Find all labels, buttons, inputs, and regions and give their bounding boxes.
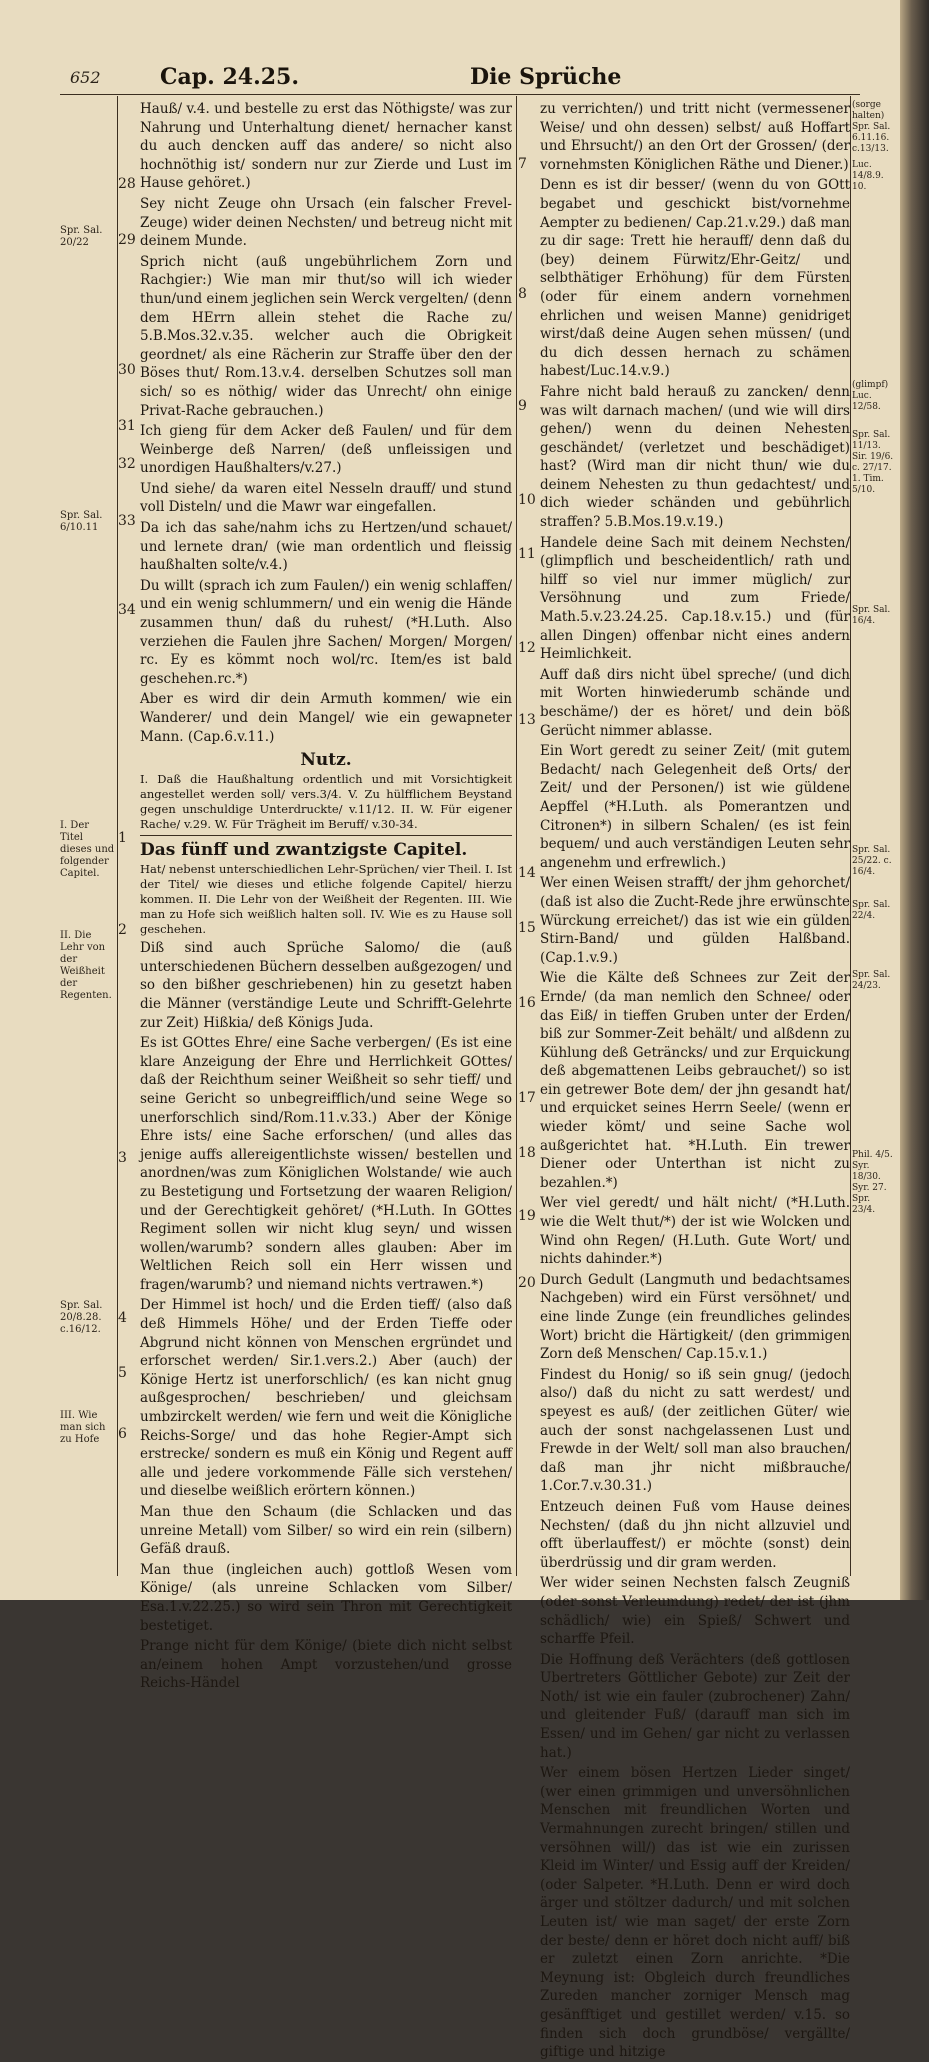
verse-number: 13 [518,712,536,728]
margin-note: Spr. Sal. 20/8.28. c.16/12. [60,1300,103,1335]
verse-text: Man thue (ingleichen auch) gottloß Wesen vom Könige/ (als unreine Schlacken vom Silber/ Esa.1.v.22.25.) so wird sein Thron mit Gerechtigkeit bestetiget. [140,1561,512,1634]
verse-number: 12 [518,640,536,656]
verse-text: Wer einem bösen Hertzen Lieder singet/ (wer einen grimmigen und unversöhnlichen Menschen mit freundlichen Worten und Vermahnungen zurecht bringen/ stillen und versöhnen will/) das ist wie ein zurissen Kleid im Winter/ und Essig auff der Kreiden/ (oder Salpeter. *H.Luth. Denn er wird doch ärger und stöltzer dadurch/ und mit solchen Leuten ist/ wie man saget/ der erste Zorn der beste/ denn er höret doch nicht auff/ biß er zuletzt einen Zorn anrichte. *Die Meynung ist: Obgleich durch freundliches Zureden mancher zorniger Mensch mag gesänfftiget und gestillet werden/ v.15. so finden sich doch grundböse/ vergällte/ giftige und hitzige [540,1765,850,2061]
verse-number: 33 [118,513,136,529]
verse-text: Findest du Honig/ so iß sein gnug/ (jedoch also/) daß du nicht zu satt werdest/ und speyest es auß/ (der zeitlichen Güter/ wie auch der sonst nachgelassenen Lust und Frewde in der Welt/ soll man also brauchen/ daß man jhr nicht mißbrauche/ 1.Cor.7.v.30.31.) [540,1366,850,1495]
verse-text: Es ist GOttes Ehre/ eine Sache verbergen/ (Es ist eine klare Anzeigung der Ehre und Herrlichkeit GOttes/ daß der Reichthum seiner Weißheit so sehr tieff/ und seine Gericht so unbegreifflich/und seine Wege so unerforschlich sind/Rom.11.v.33.) Aber der Könige Ehre ists/ eine Sache erforschen/ (und alles das jenige auffs allereigentlichste wissen/ bestellen und anordnen/was zum Königlichen Wolstande/ wie auch zu Bestetigung und Fortsetzung der waaren Religion/ und der Gerechtigkeit gehöret/ (*H.Luth. In GOttes Regiment sollen wir nicht klug seyn/ und wissen wollen/warumb? sondern alles glauben: Aber im Weltlichen Reich soll ein Herr wissen und fragen/warumb? und niemand nichts vertrawen.*) [140,1035,512,1293]
verse-number: 2 [118,922,127,938]
margin-note: Spr. Sal. 24/23. [852,970,891,991]
book-title: Die Sprüche [470,64,622,90]
chapter24-verses [140,100,512,746]
verse-number: 14 [518,865,536,881]
verse-text: Denn es ist dir besser/ (wenn du von GOtt begabet und geschickt bist/vornehme Aempter zu bedienen/ Cap.21.v.29.) daß man zu dir sage: Trett hie herauff/ denn daß du (bey) deinem Fürwitz/Ehr-Geitz/ und selbthätiger Erhöhung) für dem Fürsten (oder für einem andern vornehmen ehrlichen und weisen Manne) genidriget wirst/daß deine Augen sehen müssen/ (und du dich dessen hernach zu schämen habest/Luc.14.v.9.) [540,177,850,380]
verse-text: Hauß/ v.4. und bestelle zu erst das Nöthigste/ was zur Nahrung und Unterhaltung dienet/ hernacher kanst du auch dencken auff das andere/ so nicht also hochnöthig ist/ sondern nur zur Zierde und Lust im Hause gehöret.) [140,101,512,192]
verse-number: 11 [518,546,536,562]
verse-number: 6 [118,1426,127,1442]
margin-note: Phil. 4/5. Syr. 18/30. Syr. 27. Spr. 23/4. [852,1150,893,1215]
verse-number: 30 [118,362,136,378]
left-margin-notes [60,100,115,1580]
margin-note: (glimpf) Luc. 12/58. [852,380,889,412]
verse-text: Durch Gedult (Langmuth und bedachtsames Nachgeben) wird ein Fürst versöhnet/ und eine linde Zunge (ein freundliches gelindes Wort) bricht die Härtigkeit/ (den grimmigen Zorn deß Menschen/ Cap.15.v.1.) [540,1271,850,1363]
verse-number: 9 [518,398,527,414]
verse-number: 5 [118,1365,127,1381]
verse-number: 3 [118,1150,127,1166]
column-rule-center [516,96,517,1576]
verse-text: Wer einen Weisen strafft/ der jhm gehorchet/ (daß ist also die Zucht-Rede jhre erwünschte Würckung erreichet/) das ist wie ein gülden Stirn-Band/ und gülden Halßband. (Cap.1.v.9.) [540,875,850,966]
verse-number: 16 [518,995,536,1011]
margin-note: I. Der Titel dieses und folgender Capitel. [60,820,115,879]
verse-number: 34 [118,602,136,618]
verse-number: 31 [118,418,136,434]
section-divider [140,835,512,836]
verse-text: Die Hoffnung deß Verächters (deß gottlosen Ubertreters Göttlicher Gebote) zur Zeit der Noth/ ist wie ein fauler (zubrochener) Zahn/ und gleitender Fuß/ (darauff man sich im Essen/ und im Gehen/ gar nicht zu verlassen hat.) [540,1651,850,1761]
margin-note: III. Wie man sich zu Hofe [60,1410,106,1445]
verse-text: Diß sind auch Sprüche Salomo/ die (auß unterschiedenen Büchern desselben außgezogen/ und so den bißher geschriebenen) hin zu gesetzt haben die Männer (verständige Leute und Schrifft-Gelehrte zur Zeit) Hißkia/ deß Königs Juda. [140,940,512,1031]
margin-note: Spr. Sal. 6/10.11 [60,510,103,533]
verse-text: Ich gieng für dem Acker deß Faulen/ und für dem Weinberge deß Narren/ (deß unfleissigen und unordigen Haußhalters/v.27.) [140,423,512,477]
margin-note: Spr. Sal. 25/22. c. 16/4. [852,845,892,877]
verse-number: 19 [518,1208,536,1224]
margin-note: (sorge halten) Spr. Sal. 6.11.16. c.13/13. [852,100,891,154]
verse-number: 15 [518,920,536,936]
margin-note: Luc. 14/8.9. 10. [852,160,884,192]
running-header [60,62,860,95]
verse-text: Wie die Kälte deß Schnees zur Zeit der Ernde/ (da man nemlich den Schnee/ oder das Eiß/ in tieffen Gruben unter der Erden/ biß zur Sommer-Zeit behält/ und alßdenn zu Kühlung deß Geträncks/ und zur Erquickung deß abgemattenen Leibs gebrauchet/) so ist ein getrewer Bote dem/ der jhn gesandt hat/ und erquicket seines Herrn Seele/ (wenn er wieder kömt/ und seine Sache wol außgerichtet hat. *H.Luth. Ein trewer Diener oder Unterthan ist nicht zu bezahlen.*) [540,970,850,1191]
margin-note: Spr. Sal. 16/4. [852,605,891,626]
verse-number: 10 [518,492,536,508]
verse-number: 17 [518,1090,536,1106]
chapter25-summary: Hat/ nebenst unterschiedlichen Lehr-Sprüchen/ vier Theil. I. Ist der Titel/ wie dieses und etliche folgende Capitel/ hierzu kommen. II. Die Lehr von der Weißheit der Regenten. III. Wie man zu Hofe sich weißlich halten soll. IV. Wie es zu Hause soll geschehen. [140,862,512,937]
verse-text: Fahre nicht bald herauß zu zancken/ denn was wilt darnach machen/ (und wie will dirs gehen/) wenn du deinen Nehesten geschändet/ (verletzet und beschädiget) hast? (Wird man dir nicht thun/ wie du deinem Nehesten zu thun gedachtest/ und dich wieder schänden und gebührlich straffen? 5.B.Mos.19.v.19.) [540,383,850,531]
verse-text: Man thue den Schaum (die Schlacken und das unreine Metall) vom Silber/ so wird ein rein (silbern) Gefäß drauß. [140,1504,512,1558]
verse-text: Der Himmel ist hoch/ und die Erden tieff/ (also daß deß Himmels Höhe/ und der Erden Tieffe oder Abgrund nicht können von Menschen ergründet und erforschet werden/ Sir.1.vers.2.) Aber (auch) der Könige Hertz ist unerforschlich/ (es kan nicht gnug außgesprochen/ beschrieben/ und gleichsam umbzirckelt werden/ wie fern und weit die Königliche Reichs-Sorge/ und das hohe Regier-Ampt sich erstrecke/ sondern es muß ein König und Regent auff alle und jedere vorkommende Fälle sich verstehen/ und dieselbe weißlich erörtern können.) [140,1297,512,1500]
nutz-text: I. Daß die Haußhaltung ordentlich und mit Vorsichtigkeit angestellet werden soll/ vers.3/4. V. Zu hülfflichem Beystand gegen unschuldige Unterdruckte/ v.11/12. II. W. Für eigener Rache/ v.29. W. Für Trägheit im Beruff/ v.30-34. [140,772,512,832]
page-number: 652 [70,68,101,87]
verse-text: Handele deine Sach mit deinem Nechsten/ (glimpflich und bescheidentlich/ rath und hilff so viel nur immer müglich/ zur Versöhnung und zum Friede/ Math.5.v.23.24.25. Cap.18.v.15.) und (für allen Dingen) offenbar nicht eines andern Heimlichkeit. [540,534,850,663]
margin-note: II. Die Lehr von der Weißheit der Regenten. [60,930,112,1001]
verse-text: Du willt (sprach ich zum Faulen/) ein wenig schlaffen/ und ein wenig schlummern/ und ein wenig die Hände zusammen thun/ daß du ruhest/ (*H.Luth. Also verziehen die Faulen jhre Sachen/ Morgen/ Morgen/ rc. Ey es kömmt noch wol/rc. Item/es ist bald geschehen.rc.*) [140,577,512,687]
verse-text: Wer wider seinen Nechsten falsch Zeugniß (oder sonst Verleumdung) redet/ der ist (jhm schädlich/ wie) ein Spieß/ Schwert und scharffe Pfeil. [540,1575,850,1648]
chapter25-heading: Das fünff und zwantzigste Capitel. [140,840,468,861]
right-text-column [540,100,850,2061]
verse-text: Sey nicht Zeuge ohn Ursach (ein falscher Frevel-Zeuge) wider deinen Nechsten/ und betreug nicht mit deinem Munde. [140,195,512,250]
verse-number: 18 [518,1145,536,1161]
chapter25-verses-continued [540,100,850,2062]
verse-text: Ein Wort geredt zu seiner Zeit/ (mit gutem Bedacht/ nach Gelegenheit deß Orts/ der Zeit/ und der Personen/) ist wie güldene Aepffel (*H.Luth. als Pomerantzen und Citronen*) in silbern Schalen/ (es ist fein bequem/ und auch verständigen Leuten sehr angenehm und erfrewlich.) [540,743,850,871]
verse-text: Auff daß dirs nicht übel spreche/ (und dich mit Worten hinwiederumb schände und beschäme/) der es höret/ und dein böß Gerücht nimmer ablasse. [540,666,850,739]
page-edge-shadow [900,0,929,1600]
verse-text: Entzeuch deinen Fuß vom Hause deines Nechsten/ (daß du jhn nicht allzuviel und offt überlauffest/) er möchte (sonst) dein überdrüssig und dir gram werden. [540,1498,850,1571]
verse-text: Aber es wird dir dein Armuth kommen/ wie ein Wanderer/ und dein Mangel/ wie ein gewapneter Mann. (Cap.6.v.11.) [140,691,512,745]
verse-number: 28 [118,176,136,192]
chapter-reference: Cap. 24.25. [160,64,300,90]
margin-note: Spr. Sal. 11/13. Sir. 19/6. c. 27/17. 1. Tim. 5/10. [852,430,894,495]
margin-rule-right [850,96,851,1576]
verse-number: 29 [118,232,136,248]
verse-number: 1 [118,830,127,846]
verse-number: 4 [118,1310,127,1326]
verse-text: Wer viel geredt/ und hält nicht/ (*H.Luth. wie die Welt thut/*) der ist wie Wolcken und Wind ohn Regen/ (H.Luth. Gute Wort/ und nichts dahinder.*) [540,1195,850,1268]
verse-number: 8 [518,286,527,302]
margin-note: Spr. Sal. 22/4. [852,900,891,921]
verse-number: 7 [518,156,527,172]
verse-text: Und siehe/ da waren eitel Nesseln drauff/ und stund voll Disteln/ und die Mawr war eingefallen. [140,480,512,516]
verse-text: Prange nicht für dem Könige/ (biete dich nicht selbst an/einem hohen Ampt vorzustehen/und grosse Reichs-Händel [140,1638,512,1692]
nutz-heading: Nutz. [300,750,352,771]
margin-note: Spr. Sal. 20/22 [60,225,103,248]
verse-text: Sprich nicht (auß ungebührlichem Zorn und Rachgier:) Wie man mir thut/so will ich wieder thun/und einem jeglichen sein Werck vergelten/ (denn dem HErrn allein stehet die Rache zu/ 5.B.Mos.32.v.35. welcher auch die Obrigkeit geordnet/ als eine Rächerin zur Straffe über den der Böses thut/ Rom.13.v.4. derselben Schutzes soll man sich/ so es nöthig/ wider das Unrecht/ ohn einige Privat-Rache gebrauchen.) [140,253,512,419]
chapter25-verses [140,939,512,1693]
right-margin-notes [852,100,894,1580]
verse-text: zu verrichten/) und tritt nicht (vermessener Weise/ und ohn dessen) selbst/ auß Hoffart und Ehrsucht/) an den Ort der Grossen/ (der vornehmsten Königlichen Räthe und Diener.) [540,101,850,173]
verse-number: 32 [118,456,136,472]
verse-text: Da ich das sahe/nahm ichs zu Hertzen/und schauet/ und lernete dran/ (wie man ordentlich und fleissig haußhalten solte/v.4.) [140,520,512,574]
verse-number: 20 [518,1275,536,1291]
left-text-column [140,100,512,1692]
